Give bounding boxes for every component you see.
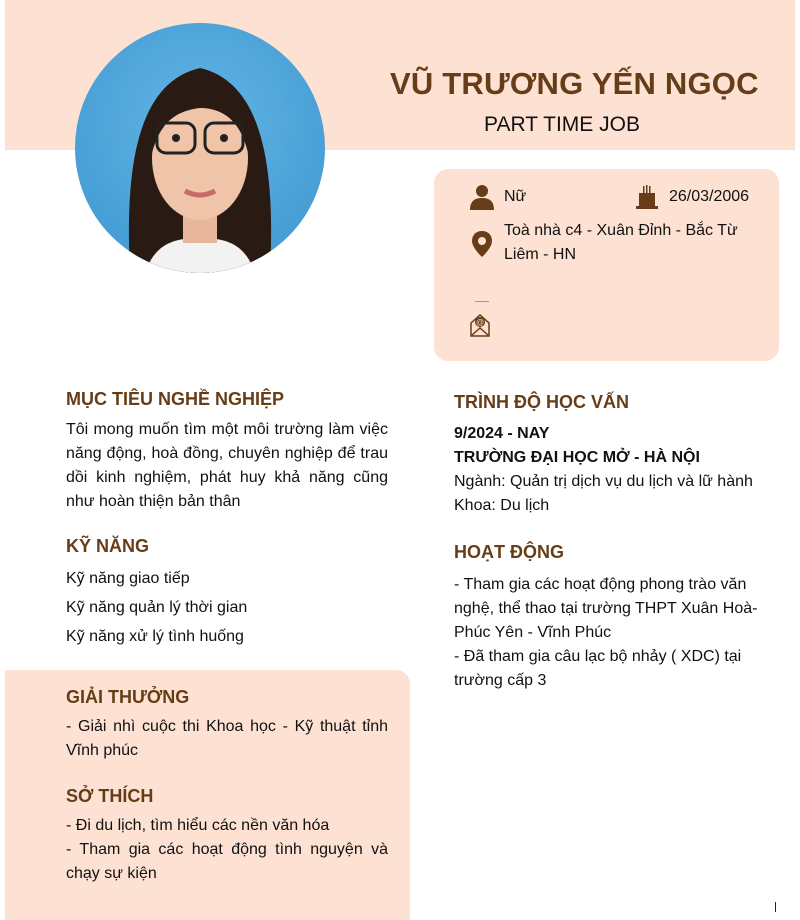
hobby-item: - Đi du lịch, tìm hiểu các nền văn hóa [66, 817, 330, 834]
skill-item: Kỹ năng giao tiếp [66, 570, 190, 587]
hobby-item: - Tham gia các hoạt động tình nguyện và chạy sự kiện [66, 841, 388, 882]
objective-heading: MỤC TIÊU NGHỀ NGHIỆP [66, 389, 285, 409]
location-pin-icon [472, 231, 492, 257]
birthday-cake-icon [636, 184, 658, 209]
education-faculty: Khoa: Du lịch [454, 497, 550, 514]
education-school: TRƯỜNG ĐẠI HỌC MỞ - HÀ NỘI [454, 449, 700, 466]
education-major: Ngành: Quản trị dịch vụ du lịch và lữ hành [454, 473, 753, 490]
gender-value: Nữ [504, 188, 527, 205]
awards-text: - Giải nhì cuộc thi Khoa học - Kỹ thuật tỉnh Vĩnh phúc [66, 718, 388, 759]
skill-item: Kỹ năng xử lý tình huống [66, 628, 244, 645]
person-icon [470, 184, 494, 210]
education-block [454, 422, 784, 518]
profile-photo [75, 23, 325, 273]
svg-text:@: @ [475, 318, 485, 327]
activities-heading: HOẠT ĐỘNG [454, 542, 564, 562]
email-divider [475, 301, 489, 302]
activity-item: - Đã tham gia câu lạc bộ nhảy ( XDC) tại trường cấp 3 [454, 648, 742, 689]
email-icon [470, 313, 490, 337]
skill-item: Kỹ năng quản lý thời gian [66, 599, 248, 616]
hobbies-list [66, 814, 388, 886]
education-heading: TRÌNH ĐỘ HỌC VẤN [454, 392, 629, 412]
candidate-name: VŨ TRƯƠNG YẾN NGỌC [390, 66, 759, 101]
job-title: PART TIME JOB [484, 113, 640, 136]
activity-item: - Tham gia các hoạt động phong trào văn nghệ, thể thao tại trường THPT Xuân Hoà- Phúc Yên - Vĩnh Phúc [454, 576, 758, 641]
skills-list [66, 564, 247, 651]
birthday-value: 26/03/2006 [669, 188, 750, 205]
address-value: Toà nhà c4 - Xuân Đỉnh - Bắc Từ Liêm - HN [504, 222, 738, 263]
awards-heading: GIẢI THƯỞNG [66, 687, 190, 707]
page-marker [775, 902, 776, 912]
education-period: 9/2024 - NAY [454, 425, 550, 442]
activities-list [454, 573, 779, 693]
objective-text: Tôi mong muốn tìm một môi trường làm việc năng động, hoà đồng, chuyên nghiệp để trau dồi kinh nghiệm, phát huy khả năng cũng như hoàn thiện bản thân [66, 421, 388, 510]
skills-heading: KỸ NĂNG [66, 536, 150, 556]
contact-info-box [434, 169, 779, 361]
hobbies-heading: SỞ THÍCH [66, 786, 154, 806]
